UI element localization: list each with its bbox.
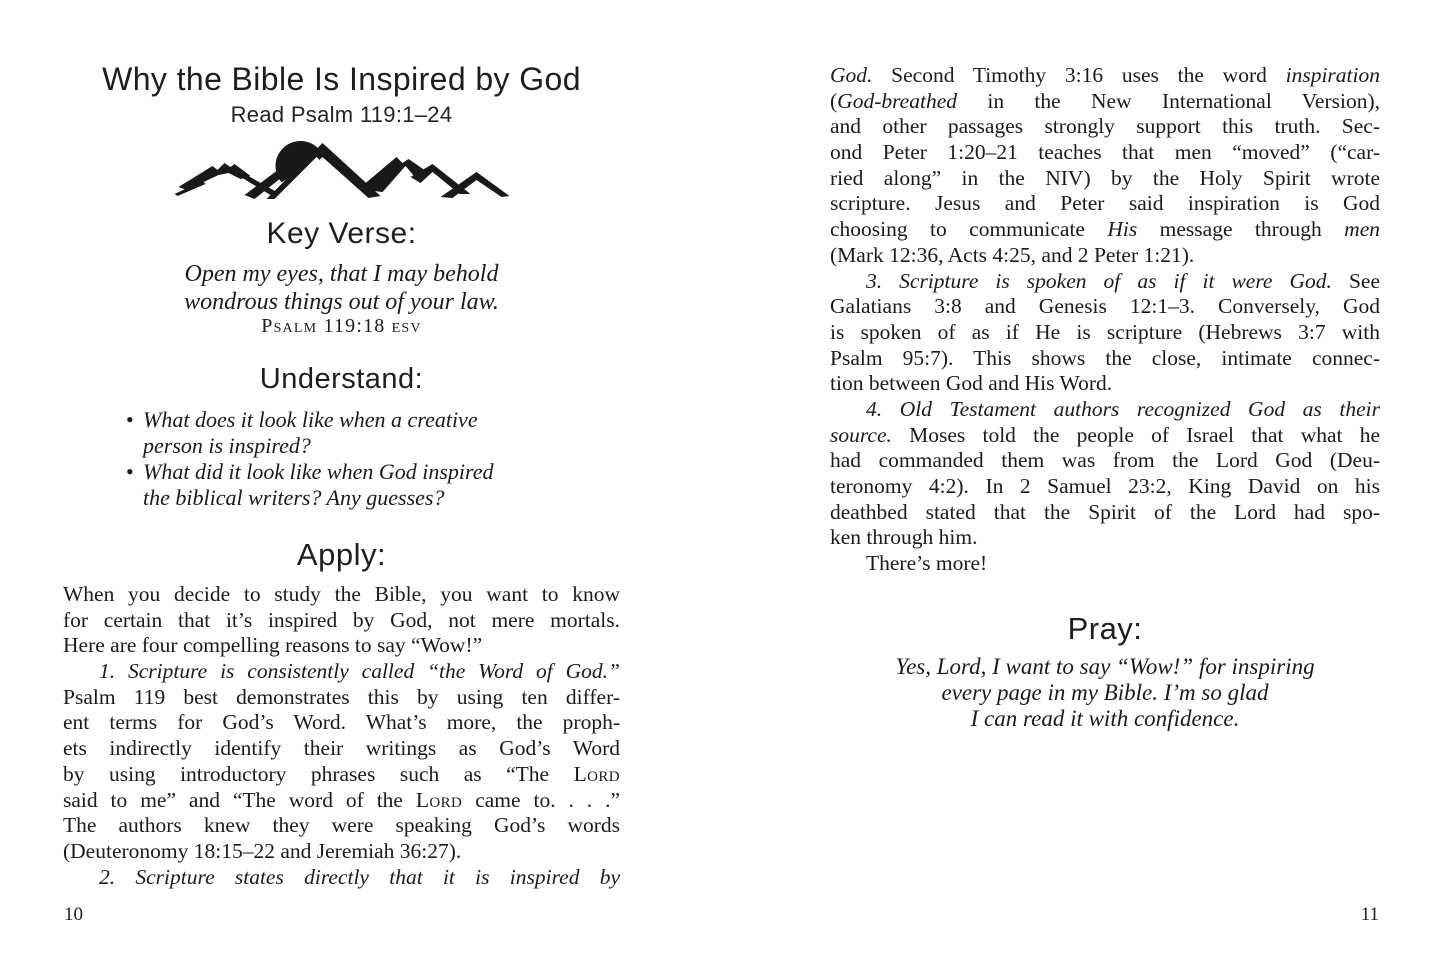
text-line: 1. Scripture is consistently called “the Word of God.” [99,659,620,684]
text-line: is spoken of as if He is scripture (Hebrews 3:7 with [830,319,1380,344]
pray-heading: Pray: [1067,611,1143,646]
text-line: Here are four compelling reasons to say “Wow!” [63,633,483,658]
mountains-sun-icon [174,135,509,199]
chapter-title: Why the Bible Is Inspired by God [102,61,581,97]
text-line: wondrous things out of your law. [184,289,499,315]
text-line: (Mark 12:36, Acts 4:25, and 2 Peter 1:21). [830,242,1195,267]
text-line: and other passages strongly support this truth. Sec- [830,114,1380,139]
verse-reference: Psalm 119:18 esv [261,315,422,337]
text-line: God. Second Timothy 3:16 uses the word inspiration [830,63,1380,87]
body-text-continued [830,63,1380,577]
text-line: (God-breathed in the New International Version), [830,88,1380,113]
text-line: teronomy 4:2). In 2 Samuel 23:2, King David on his [830,474,1380,498]
page-right [830,0,1380,963]
text-line: tion between God and His Word. [830,371,1113,396]
text-line: said to me” and “The word of the Lord came to. . . .” [63,787,620,812]
text-line: choosing to communicate His message through men [830,217,1380,242]
text-line: When you decide to study the Bible, you want to know [63,582,620,606]
text-line: Yes, Lord, I want to say “Wow!” for inspiring [895,654,1315,679]
understand-question: • What did it look like when God inspired the biblical writers? Any guesses? [143,459,614,511]
text-line: I can read it with confidence. [970,706,1240,731]
page-left [63,0,620,963]
understand-question: • What does it look like when a creative person is inspired? [143,407,614,459]
text-line: scripture. Jesus and Peter said inspiration is God [830,191,1380,216]
key-verse-text [63,260,620,316]
text-line: by using introductory phrases such as “The Lord [63,761,620,786]
text-line: The authors knew they were speaking God’s words [63,813,620,838]
text-line: Psalm 95:7). This shows the close, intimate connec- [830,345,1380,370]
text-line: ent terms for God’s Word. What’s more, the proph- [63,710,620,735]
text-line: had commanded them was from the Lord God (Deu- [830,448,1380,473]
text-line: ets indirectly identify their writings as God’s Word [63,736,620,761]
page-number-right: 11 [1360,904,1379,925]
apply-body-text [63,582,620,890]
key-verse-heading: Key Verse: [266,217,417,250]
reading-reference: Read Psalm 119:1–24 [230,102,453,127]
prayer-text [830,654,1380,732]
text-line: Open my eyes, that I may behold [184,261,499,287]
text-line: ried along” in the NIV) by the Holy Spirit wrote [830,165,1380,190]
page-number-left: 10 [64,904,83,925]
text-line: There’s more! [866,551,988,576]
text-line: ond Peter 1:20–21 teaches that men “moved” (“car- [830,140,1380,165]
text-line: 2. Scripture states directly that it is inspired by [99,864,620,889]
text-line: Psalm 119 best demonstrates this by using ten differ- [63,684,620,709]
understand-questions [143,407,614,511]
text-line: for certain that it’s inspired by God, not mere mortals. [63,607,620,632]
understand-heading: Understand: [259,363,424,395]
text-line: source. Moses told the people of Israel that what he [830,422,1380,447]
text-line: ken through him. [830,525,978,550]
text-line: 4. Old Testament authors recognized God as their [866,396,1380,421]
apply-heading: Apply: [296,537,387,572]
text-line: 3. Scripture is spoken of as if it were God. See [866,268,1380,293]
text-line: every page in my Bible. I’m so glad [941,680,1269,705]
text-line: deathbed stated that the Spirit of the Lord had spo- [830,499,1380,524]
text-line: Galatians 3:8 and Genesis 12:1–3. Conversely, God [830,294,1380,319]
text-line: (Deuteronomy 18:15–22 and Jeremiah 36:27). [63,838,462,863]
